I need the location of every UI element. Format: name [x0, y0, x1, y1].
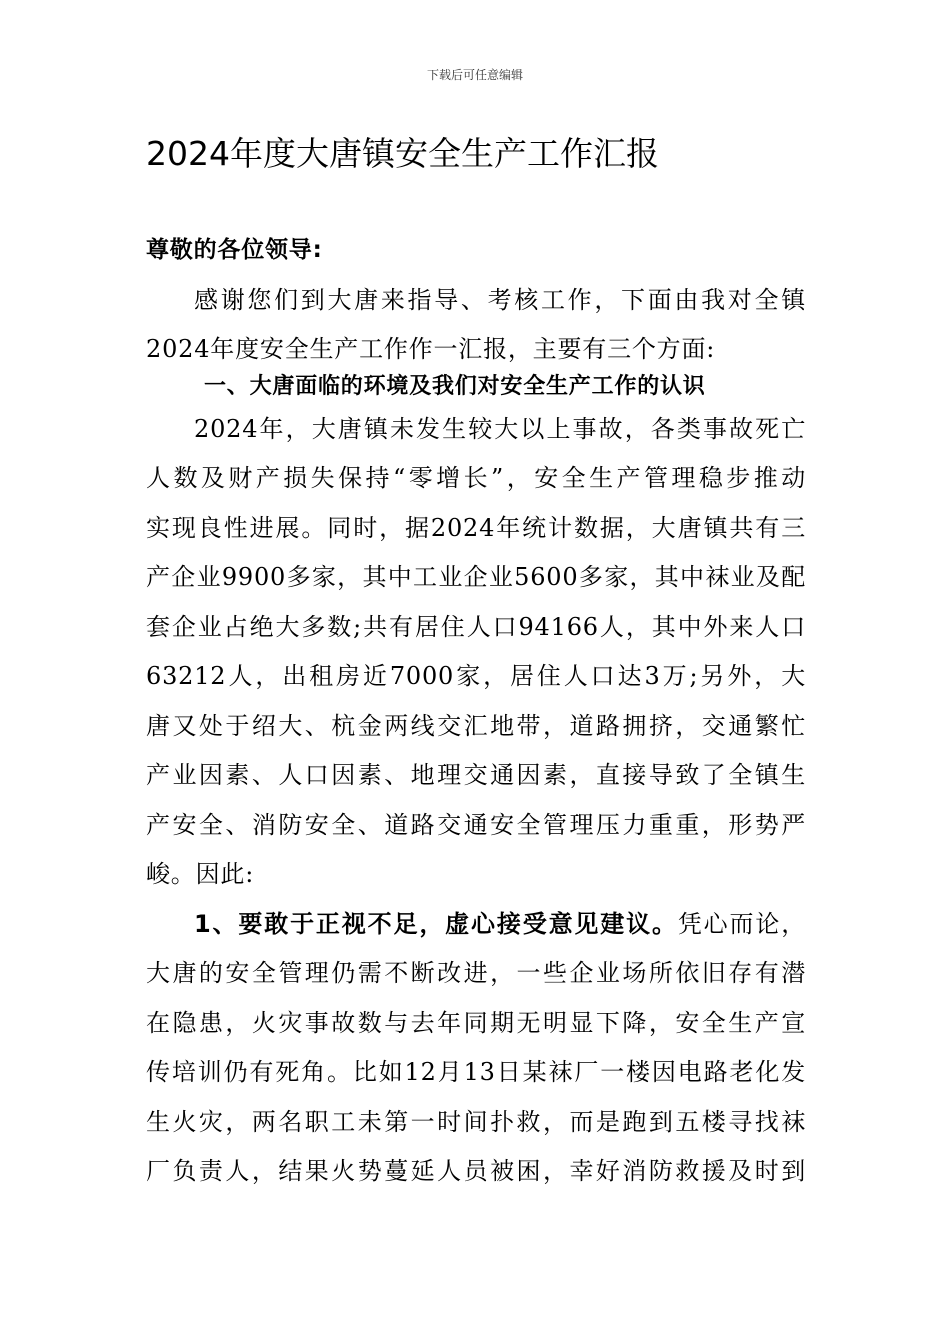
- paragraph-line: 在隐患，火灾事故数与去年同期无明显下降，安全生产宣: [146, 1008, 806, 1037]
- paragraph-line: 产企业9900多家，其中工业企业5600多家，其中袜业及配: [146, 563, 806, 591]
- document-body: [146, 226, 806, 1197]
- document-title: 2024年度大唐镇安全生产工作汇报: [146, 134, 659, 173]
- point-1-first-line-rest: 凭心而论，: [677, 909, 806, 938]
- paragraph-line: 套企业占绝大多数;共有居住人口94166人，其中外来人口: [146, 612, 806, 641]
- paragraph-line: 传培训仍有死角。比如12月13日某袜厂一楼因电路老化发: [146, 1058, 806, 1086]
- section-heading: 一、大唐面临的环境及我们对安全生产工作的认识: [204, 373, 706, 399]
- paragraph-line: 63212人，出租房近7000家，居住人口达3万;另外，大: [146, 662, 806, 690]
- paragraph-line: 厂负责人，结果火势蔓延人员被困，幸好消防救援及时到: [146, 1157, 806, 1185]
- paragraph-line: 大唐的安全管理仍需不断改进，一些企业场所依旧存有潜: [146, 959, 806, 987]
- intro-line: 2024年度安全生产工作作一汇报，主要有三个方面:: [146, 335, 716, 363]
- paragraph-line: 产业因素、人口因素、地理交通因素，直接导致了全镇生: [146, 761, 806, 789]
- paragraph-line: 产安全、消防安全、道路交通安全管理压力重重，形势严: [146, 810, 806, 839]
- header-note: 下载后可任意编辑: [426, 68, 523, 82]
- paragraph-line: 生火灾，两名职工未第一时间扑救，而是跑到五楼寻找袜: [146, 1107, 806, 1136]
- paragraph-line: 唐又处于绍大、杭金两线交汇地带，道路拥挤，交通繁忙: [146, 711, 806, 740]
- greeting: 尊敬的各位领导:: [146, 237, 323, 263]
- paragraph-line: 实现良性进展。同时，据2024年统计数据，大唐镇共有三: [146, 513, 806, 542]
- point-1-lead: 1、要敢于正视不足，虚心接受意见建议。: [194, 909, 678, 938]
- paragraph-line: 人数及财产损失保持“零增长”，安全生产管理稳步推动: [146, 464, 806, 492]
- point-1-first-line: [146, 900, 806, 950]
- paragraph-line: 峻。因此:: [146, 860, 255, 888]
- paragraph-line: 2024年，大唐镇未发生较大以上事故，各类事故死亡: [194, 414, 806, 443]
- intro-line: 感谢您们到大唐来指导、考核工作，下面由我对全镇: [194, 285, 806, 314]
